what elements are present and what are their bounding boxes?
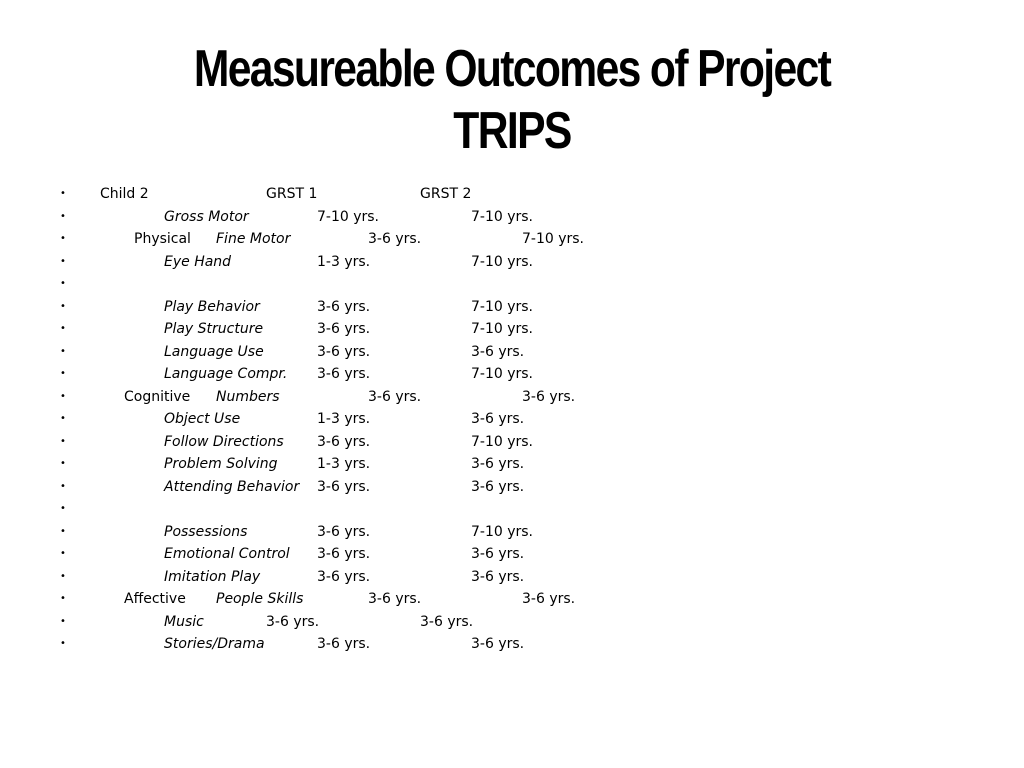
skill-label: Gross Motor: [164, 208, 249, 225]
skill-label: Music: [164, 613, 204, 630]
grst1-value: 3-6 yrs.: [368, 231, 422, 247]
list-item: [0, 521, 1024, 544]
skill-label: Imitation Play: [164, 568, 261, 585]
skill-label: Attending Behavior: [164, 478, 300, 495]
list-item: [0, 633, 1024, 656]
list-item: [0, 611, 1024, 634]
grst2-value: 3-6 yrs.: [522, 591, 576, 607]
list-item: [0, 543, 1024, 566]
bullet-icon: •: [60, 323, 66, 334]
list-item: [0, 386, 1024, 409]
list-item: [0, 251, 1024, 274]
skill-label: Play Structure: [164, 321, 264, 337]
grst1-value: 3-6 yrs.: [368, 591, 422, 607]
bullet-icon: •: [60, 233, 66, 244]
bullet-icon: •: [60, 435, 66, 447]
grst2-value: 7-10 yrs.: [471, 253, 534, 270]
bullet-icon: •: [60, 525, 66, 537]
grst1-value: 7-10 yrs.: [317, 208, 380, 225]
grst2-value: 7-10 yrs.: [471, 523, 534, 540]
group-label: Affective: [124, 591, 186, 607]
bullet-icon: •: [60, 278, 66, 289]
skill-label: Object Use: [164, 411, 241, 427]
grst2-value: 3-6 yrs.: [420, 613, 474, 630]
skill-label: Stories/Drama: [164, 636, 265, 652]
grst1-value: 1-3 yrs.: [317, 456, 371, 472]
list-item: [0, 498, 1024, 521]
title-line-1: Measureable Outcomes of Project: [193, 40, 831, 98]
grst2-value: 3-6 yrs.: [471, 568, 525, 585]
grst2-value: 3-6 yrs.: [471, 636, 525, 652]
grst1-value: 3-6 yrs.: [266, 613, 320, 630]
bullet-icon: •: [60, 210, 66, 222]
skill-label: People Skills: [216, 591, 304, 607]
bullet-icon: •: [60, 548, 66, 559]
bullet-icon: •: [60, 458, 66, 469]
skill-label: Play Behavior: [164, 298, 260, 315]
outcome-list: [0, 183, 1024, 656]
bullet-icon: •: [60, 638, 66, 649]
grst2-value: 7-10 yrs.: [471, 433, 534, 450]
grst1-value: 3-6 yrs.: [317, 636, 371, 652]
skill-label: Language Compr.: [164, 366, 288, 382]
bullet-icon: •: [60, 345, 66, 357]
bullet-icon: •: [60, 188, 66, 199]
grst2-value: 3-6 yrs.: [471, 343, 525, 360]
grst2-value: 7-10 yrs.: [522, 231, 585, 247]
grst2-value: 7-10 yrs.: [471, 298, 534, 315]
bullet-icon: •: [60, 390, 66, 402]
group-label: Cognitive: [124, 388, 191, 405]
grst2-value: 3-6 yrs.: [471, 411, 525, 427]
bullet-icon: •: [60, 255, 66, 267]
bullet-icon: •: [60, 480, 66, 492]
grst1-header: GRST 1: [266, 186, 318, 202]
grst1-value: 3-6 yrs.: [368, 388, 422, 405]
bullet-icon: •: [60, 593, 66, 604]
skill-label: Follow Directions: [164, 433, 284, 450]
list-item: [0, 408, 1024, 431]
grst1-value: 3-6 yrs.: [317, 433, 371, 450]
grst2-value: 3-6 yrs.: [471, 478, 525, 495]
grst1-value: 3-6 yrs.: [317, 478, 371, 495]
title-line-2: TRIPS: [453, 102, 571, 160]
grst2-value: 3-6 yrs.: [471, 456, 525, 472]
bullet-icon: •: [60, 503, 66, 514]
list-item: [0, 566, 1024, 589]
grst2-value: 7-10 yrs.: [471, 321, 534, 337]
skill-label: Possessions: [164, 523, 248, 540]
group-label: Physical: [134, 231, 191, 247]
bullet-icon: •: [60, 413, 66, 424]
skill-label: Numbers: [216, 388, 280, 405]
grst1-value: 3-6 yrs.: [317, 523, 371, 540]
list-item: [0, 206, 1024, 229]
list-item: [0, 453, 1024, 476]
skill-label: Problem Solving: [164, 456, 278, 472]
slide-title: [92, 38, 932, 162]
list-item: [0, 588, 1024, 611]
skill-label: Emotional Control: [164, 546, 290, 562]
grst1-value: 1-3 yrs.: [317, 253, 371, 270]
skill-label: Language Use: [164, 343, 264, 360]
child-label: Child 2: [100, 186, 149, 202]
bullet-icon: •: [60, 615, 66, 627]
grst2-value: 3-6 yrs.: [471, 546, 525, 562]
grst1-value: 3-6 yrs.: [317, 366, 371, 382]
grst1-value: 3-6 yrs.: [317, 568, 371, 585]
list-item: [0, 273, 1024, 296]
bullet-icon: •: [60, 368, 66, 379]
list-item: [0, 341, 1024, 364]
grst1-value: 3-6 yrs.: [317, 546, 371, 562]
grst1-value: 3-6 yrs.: [317, 343, 371, 360]
grst2-header: GRST 2: [420, 186, 472, 202]
grst2-value: 7-10 yrs.: [471, 366, 534, 382]
skill-label: Eye Hand: [164, 253, 232, 270]
list-item: [0, 318, 1024, 341]
bullet-icon: •: [60, 300, 66, 312]
grst2-value: 7-10 yrs.: [471, 208, 534, 225]
list-item: [0, 431, 1024, 454]
list-header-row: [0, 183, 1024, 206]
grst2-value: 3-6 yrs.: [522, 388, 576, 405]
skill-label: Fine Motor: [216, 231, 291, 247]
list-item: [0, 228, 1024, 251]
grst1-value: 1-3 yrs.: [317, 411, 371, 427]
list-item: [0, 363, 1024, 386]
bullet-icon: •: [60, 570, 66, 582]
grst1-value: 3-6 yrs.: [317, 321, 371, 337]
grst1-value: 3-6 yrs.: [317, 298, 371, 315]
list-item: [0, 476, 1024, 499]
list-item: [0, 296, 1024, 319]
